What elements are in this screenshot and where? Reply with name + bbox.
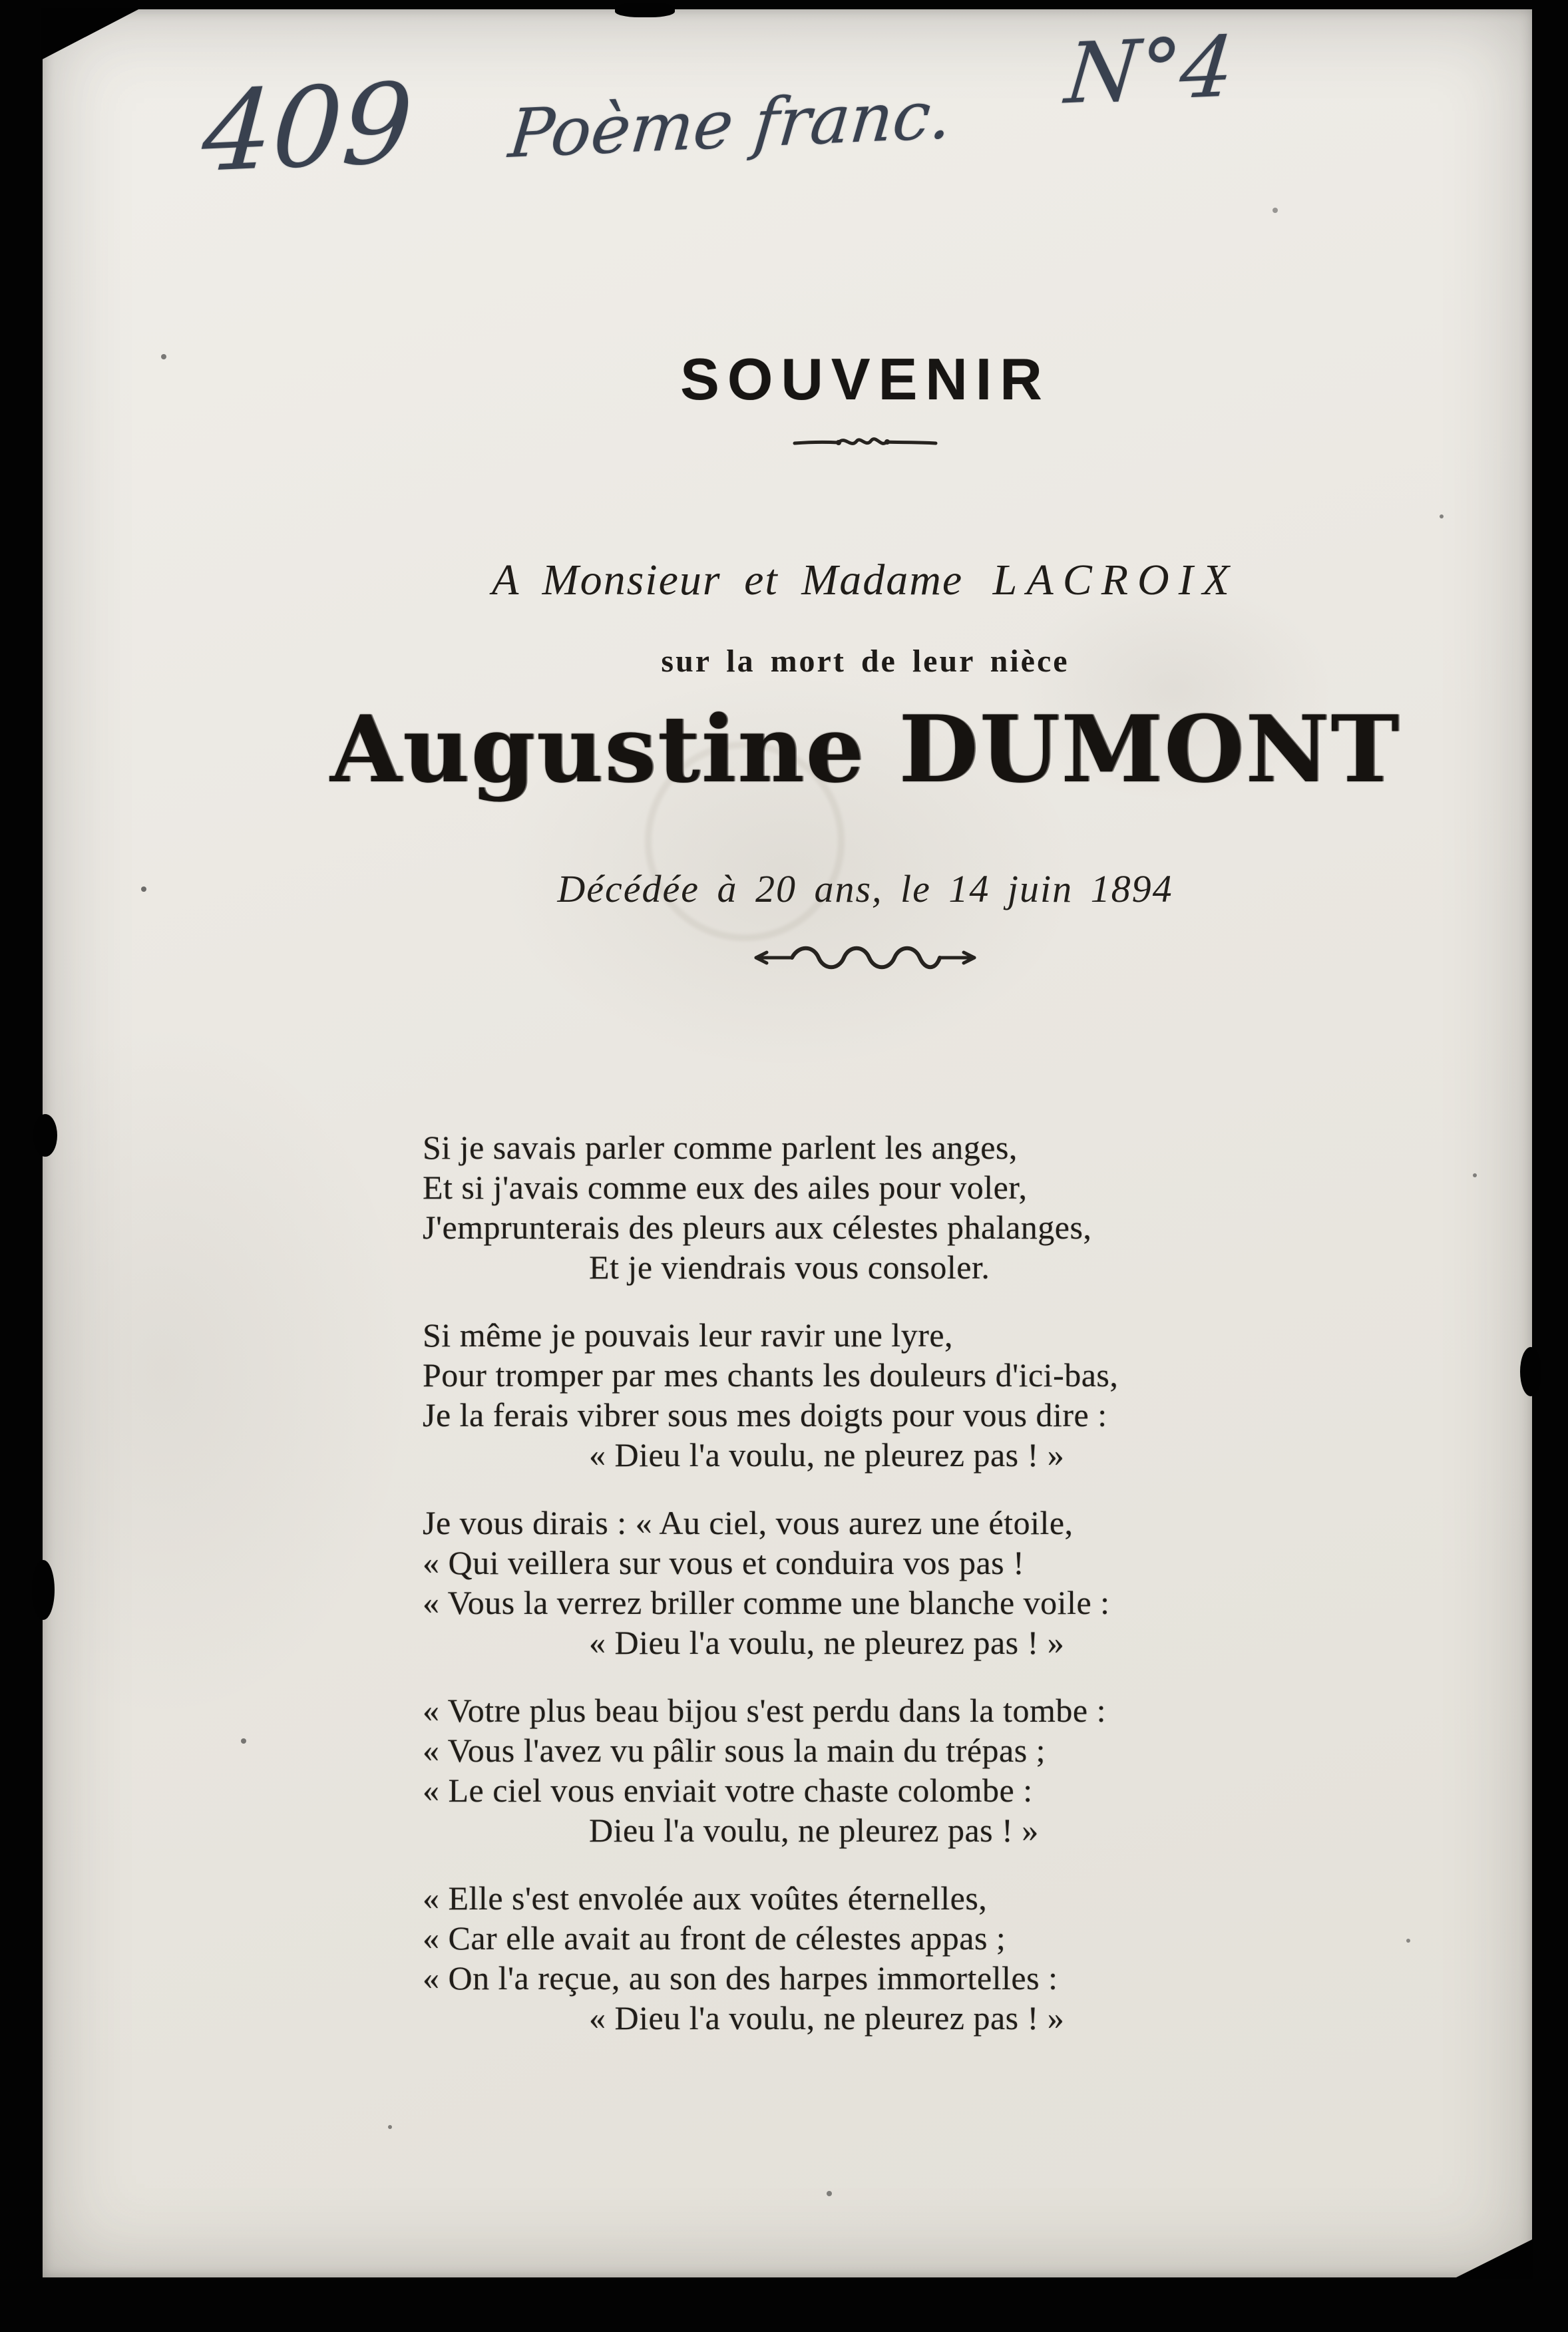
poem-line: J'emprunterais des pleurs aux célestes phalanges, <box>423 1209 1092 1246</box>
scan-edge-artifact <box>41 8 141 60</box>
poem-line: « Le ciel vous enviait votre chaste colombe : <box>423 1772 1033 1809</box>
ornament-divider-top <box>198 430 1532 457</box>
poem-stanza <box>423 1315 1118 1475</box>
poem-line: « Votre plus beau bijou s'est perdu dans la tombe : <box>423 1692 1106 1729</box>
death-date-line: Décédée à 20 ans, le 14 juin 1894 <box>557 867 1173 910</box>
poem <box>423 1127 1118 2066</box>
poem-line: « On l'a reçue, au son des harpes immortelles : <box>423 1959 1058 1997</box>
scan-edge-artifact <box>33 1114 57 1157</box>
poem-stanza <box>423 1127 1118 1287</box>
dedication-prefix: A Monsieur et Madame <box>492 556 964 604</box>
poem-line: Je la ferais vibrer sous mes doigts pour vous dire : <box>423 1396 1107 1434</box>
handwritten-title: Poème franc. <box>505 75 956 174</box>
poem-line: Et je viendrais vous consoler. <box>589 1249 990 1286</box>
dedication-line <box>198 555 1532 606</box>
poem-line: Dieu l'a voulu, ne pleurez pas ! » <box>589 1812 1039 1849</box>
poem-line: « Vous l'avez vu pâlir sous la main du trépas ; <box>423 1732 1046 1769</box>
dedication-subtitle: sur la mort de leur nièce <box>661 644 1070 679</box>
poem-line: Pour tromper par mes chants les douleurs d'ici-bas, <box>423 1356 1119 1394</box>
poem-line: Si je savais parler comme parlent les anges, <box>423 1129 1018 1166</box>
card-title: SOUVENIR <box>680 346 1050 412</box>
dust-specks <box>43 9 45 12</box>
poem-line: Et si j'avais comme eux des ailes pour voler, <box>423 1169 1028 1206</box>
poem-stanza <box>423 1878 1118 2038</box>
poem-line: Si même je pouvais leur ravir une lyre, <box>423 1316 954 1354</box>
poem-line: « Qui veillera sur vous et conduira vos pas ! <box>423 1544 1025 1581</box>
poem-stanza <box>423 1503 1118 1662</box>
poem-line: « Vous la verrez briller comme une blanche voile : <box>423 1584 1110 1621</box>
scanned-paper <box>43 9 1532 2277</box>
poem-line: Je vous dirais : « Au ciel, vous aurez une étoile, <box>423 1504 1074 1541</box>
poem-line: « Dieu l'a voulu, ne pleurez pas ! » <box>589 1624 1065 1661</box>
scan-edge-artifact <box>32 1560 55 1620</box>
poem-line: « Dieu l'a voulu, ne pleurez pas ! » <box>589 1999 1065 2037</box>
deceased-name: Augustine DUMONT <box>329 695 1401 803</box>
dedication-family-name: LACROIX <box>992 556 1239 604</box>
printed-content <box>198 9 1532 2277</box>
handwritten-number: 409 <box>198 59 417 197</box>
poem-line: « Elle s'est envolée aux voûtes éternelles, <box>423 1879 988 1917</box>
handwritten-reference: N°4 <box>1062 18 1239 123</box>
ornament-divider-middle <box>198 940 1532 979</box>
poem-stanza <box>423 1690 1118 1850</box>
poem-line: « Car elle avait au front de célestes appas ; <box>423 1919 1006 1957</box>
poem-line: « Dieu l'a voulu, ne pleurez pas ! » <box>589 1436 1065 1473</box>
